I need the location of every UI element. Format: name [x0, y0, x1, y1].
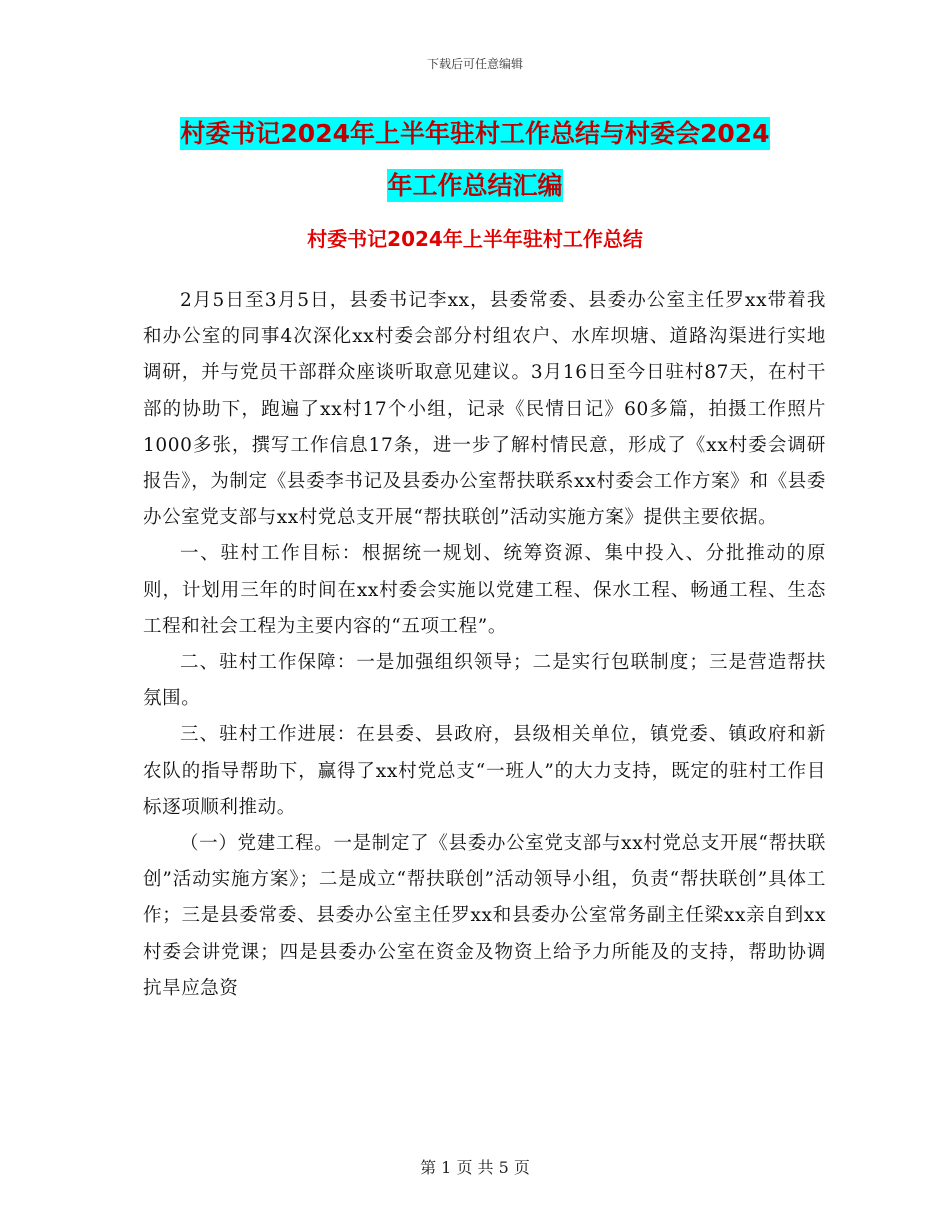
page-footer: 第 1 页 共 5 页 — [420, 1158, 530, 1177]
paragraph: 三、驻村工作进展：在县委、县政府，县级相关单位，镇党委、镇政府和新农队的指导帮助下，赢得了xx村党总支“一班人”的大力支持，既定的驻村工作目标逐项顺利推动。 — [143, 724, 826, 818]
paragraph: 二、驻村工作保障：一是加强组织领导；二是实行包联制度；三是营造帮扶氛围。 — [143, 652, 826, 710]
paragraph: 2月5日至3月5日，县委书记李xx，县委常委、县委办公室主任罗xx带着我和办公室的同事4次深化xx村委会部分村组农户、水库坝塘、道路沟渠进行实地调研，并与党员干部群众座谈听取意见建议。3月16日至今日驻村87天，在村干部的协助下，跑遍了xx村17个小组，记录《民情日记》60多篇，拍摄工作照片1000多张，撰写工作信息17条，进一步了解村情民意，形成了《xx村委会调研报告》，为制定《县委李书记及县委办公室帮扶联系xx村委会工作方案》和《县委办公室党支部与xx村党总支开展“帮扶联创”活动实施方案》提供主要依据。 — [143, 290, 826, 529]
section-title: 村委书记2024年上半年驻村工作总结 — [307, 227, 643, 251]
paragraph: （一）党建工程。一是制定了《县委办公室党支部与xx村党总支开展“帮扶联创”活动实施方案》；二是成立“帮扶联创”活动领导小组，负责“帮扶联创”具体工作；三是县委常委、县委办公室主任罗xx和县委办公室常务副主任梁xx亲自到xx村委会讲党课；四是县委办公室在资金及物资上给予力所能及的支持，帮助协调抗旱应急资 — [143, 833, 826, 999]
document-title-line-1: 村委书记2024年上半年驻村工作总结与村委会2024 — [180, 119, 770, 148]
document-title-line-2: 年工作总结汇编 — [387, 171, 563, 200]
document-title — [0, 108, 950, 212]
paragraph: 一、驻村工作目标：根据统一规划、统筹资源、集中投入、分批推动的原则，计划用三年的时间在xx村委会实施以党建工程、保水工程、畅通工程、生态工程和社会工程为主要内容的“五项工程”。 — [143, 543, 826, 637]
header-note: 下载后可任意编辑 — [426, 57, 523, 71]
document-body — [143, 283, 826, 1007]
